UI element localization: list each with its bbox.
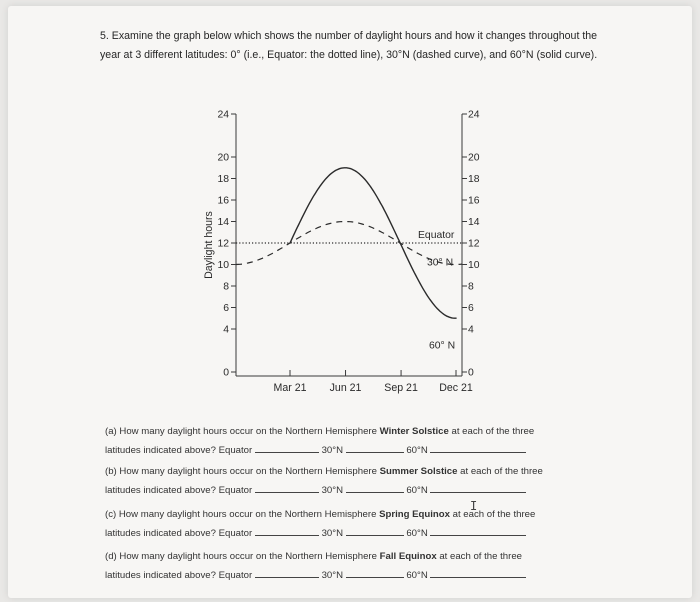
y-tick-label-right: 6 [468, 303, 474, 314]
y-tick-label-left: 0 [223, 367, 229, 379]
question-c [105, 506, 590, 543]
answer-c-60n-blank[interactable] [430, 527, 526, 536]
x-tick-label: Dec 21 [439, 382, 473, 394]
y-tick-label-left: 12 [217, 238, 229, 250]
answer-a-equator-blank[interactable] [255, 444, 319, 453]
answer-a-30n-blank[interactable] [346, 444, 404, 453]
x-tick-label: Jun 21 [329, 382, 362, 394]
question-b-text: (b) How many daylight hours occur on the Northern Hemisphere [105, 466, 380, 477]
question-b-60n-label: 60°N [406, 484, 428, 496]
answer-c-equator-blank[interactable] [255, 527, 319, 536]
question-d-keyword: Fall Equinox [379, 551, 437, 562]
question-a-equator-label: latitudes indicated above? Equator [105, 444, 253, 456]
y-axis-label: Daylight hours [203, 211, 215, 279]
y-tick-label-right: 8 [468, 281, 474, 293]
y-tick-label-right: 20 [468, 152, 480, 164]
question-d-text-end: at each of the three [436, 551, 523, 562]
question-a-line1 [105, 423, 590, 442]
y-tick-label-left: 20 [217, 152, 229, 164]
question-b [105, 463, 590, 500]
y-tick-label-left: 4 [223, 324, 229, 336]
question-d-line1 [105, 548, 590, 567]
question-b-30n-label: 30°N [321, 484, 343, 496]
answer-a-60n-blank[interactable] [430, 444, 526, 453]
problem-number: 5. [100, 30, 109, 42]
question-a-text: (a) How many daylight hours occur on the Northern Hemisphere [105, 426, 380, 437]
series-label-60n: 60° N [429, 340, 456, 352]
answer-b-equator-blank[interactable] [255, 484, 319, 493]
answer-c-30n-blank[interactable] [346, 527, 404, 536]
question-c-30n-label: 30°N [321, 527, 343, 539]
question-b-equator-label: latitudes indicated above? Equator [105, 484, 253, 496]
y-tick-label-right: 12 [468, 238, 480, 250]
series-label-equator: Equator [418, 230, 455, 241]
y-tick-label-left: 10 [217, 260, 229, 271]
y-tick-label-right: 0 [468, 367, 474, 379]
y-tick-label-left: 18 [217, 174, 229, 185]
question-c-text: (c) How many daylight hours occur on the Northern Hemisphere [105, 509, 380, 520]
question-b-text-end: at each of the three [457, 466, 543, 477]
text-cursor-icon: I [470, 499, 478, 513]
y-tick-label-right: 18 [468, 174, 480, 185]
question-a-30n-label: 30°N [321, 444, 343, 456]
question-d-line2 [105, 567, 590, 586]
question-d-30n-label: 30°N [321, 569, 343, 581]
question-d-equator-label: latitudes indicated above? Equator [105, 569, 253, 581]
answer-d-60n-blank[interactable] [430, 569, 526, 578]
y-tick-label-left: 16 [217, 195, 229, 207]
question-a-line2 [105, 442, 590, 461]
problem-text: Examine the graph below which shows the number of daylight hours and how it changes throughout the year at 3 different latitudes: 0° (i.e., Equator: the dotted line), 30°N (dashed curve), and 60°N (solid curve). [100, 30, 598, 61]
question-c-line1 [105, 506, 590, 525]
y-tick-label-right: 14 [468, 217, 480, 228]
x-tick-label: Mar 21 [273, 382, 307, 394]
question-a-60n-label: 60°N [406, 444, 428, 456]
question-b-keyword: Summer Solstice [379, 466, 458, 477]
y-tick-label-left: 24 [217, 109, 229, 121]
question-a-text-end: at each of the three [448, 426, 535, 437]
y-tick-label-right: 16 [468, 195, 480, 207]
question-d-60n-label: 60°N [406, 569, 428, 581]
question-a-keyword: Winter Solstice [379, 426, 449, 437]
y-tick-label-left: 14 [217, 217, 229, 228]
y-tick-label-right: 24 [468, 109, 480, 121]
question-c-line2 [105, 525, 590, 544]
question-b-line1 [105, 463, 590, 482]
question-c-equator-label: latitudes indicated above? Equator [105, 527, 253, 539]
question-d-text: (d) How many daylight hours occur on the Northern Hemisphere [105, 551, 380, 562]
y-tick-label-left: 6 [223, 303, 229, 314]
y-tick-label-left: 8 [223, 281, 229, 293]
question-c-keyword: Spring Equinox [379, 509, 450, 520]
series-label-30n: 30° N [427, 257, 454, 269]
answer-b-60n-blank[interactable] [430, 484, 526, 493]
question-c-text-end: at each of the three [449, 509, 536, 520]
y-tick-label-right: 4 [468, 324, 474, 336]
question-d [105, 548, 590, 585]
y-tick-label-right: 10 [468, 260, 480, 271]
question-a [105, 423, 590, 460]
answer-b-30n-blank[interactable] [346, 484, 404, 493]
answer-d-equator-blank[interactable] [255, 569, 319, 578]
answer-d-30n-blank[interactable] [346, 569, 404, 578]
question-b-line2 [105, 482, 590, 501]
x-tick-label: Sep 21 [384, 382, 418, 394]
question-c-60n-label: 60°N [406, 527, 428, 539]
